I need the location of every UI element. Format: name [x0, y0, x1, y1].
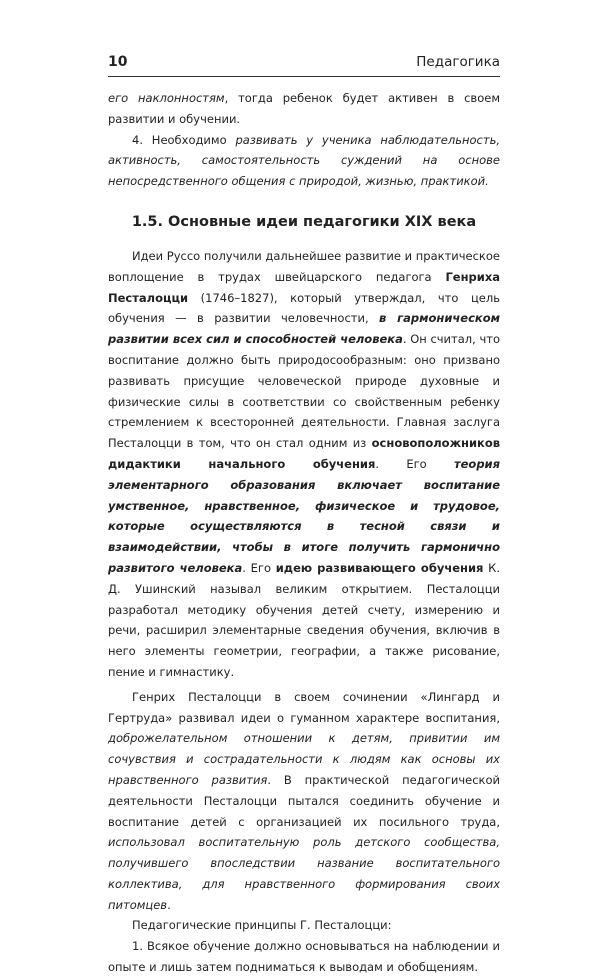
page-number: 10: [108, 54, 128, 70]
section-heading: 1.5. Основные идеи педагогики XIX века: [131, 213, 477, 230]
bold-italic-text: в гармоническом развитии всех сил и способностей человека: [108, 311, 500, 347]
bold-italic-text: теория элементарного образования включает воспитание умственное, нравственное, физическое и трудовое, которые осуществляются в тесной связи и взаимодействии, чтобы в итоге получить гармонично развитого человека: [108, 456, 500, 575]
text: (1746–1827), который утверждал, что цель обучения — в развитии человечности,: [108, 290, 500, 326]
italic-text: его наклонностям: [108, 91, 225, 105]
italic-text: доброжелательном отношении к детям, привитии им сочувствия и сострадательности к людям как основы их нравственного развития: [108, 731, 500, 787]
header-rule: [108, 76, 500, 77]
italic-text: использовал воспитательную роль детского сообщества, получившего впоследствии название воспитательного коллектива, для нравственного формирования своих питомцев: [108, 835, 500, 912]
bold-text: Генриха Песталоцци: [108, 269, 500, 305]
paragraph-lingard: [108, 687, 500, 916]
paragraph-pestalozzi: [108, 246, 500, 683]
principle-item-1: 1. Всякое обучение должно основываться на наблюдении и опыте и лишь затем подниматься к выводам и обобщениям.: [108, 939, 500, 975]
bold-text: идею развивающего обучения: [275, 560, 484, 575]
running-title: Педагогика: [416, 54, 500, 70]
continuation-paragraph: [108, 88, 500, 130]
text: , тогда ребенок будет активен в своем развитии и обучении.: [108, 91, 500, 126]
text: Генрих Песталоцци в своем сочинении «Лингард и Гертруда» развивал идеи о гуманном характере воспитания,: [108, 689, 500, 725]
page-header: [108, 52, 500, 78]
principles-heading: Педагогические принципы Г. Песталоцци:: [132, 918, 392, 933]
list-item-4: [108, 130, 500, 192]
text: . В практической педагогической деятельности Песталоцци пытался соединить обучение и воспитание детей с организацией их посильного труда,: [108, 772, 500, 829]
text: . Его: [375, 456, 454, 471]
text: 4. Необходимо: [132, 132, 236, 147]
text: .: [167, 897, 171, 912]
text: . Он считал, что воспитание должно быть природосообразным: оно призвано развивать присущие человеческой природе духовные и физические силы в соответствии со свойственным ребенку стремлением к всесторонней деятельности. Главная заслуга Песталоцци в том, что он стал одним из: [108, 332, 500, 451]
page-body: [108, 88, 500, 978]
text: . Его: [242, 560, 276, 575]
italic-text: развивать у ученика наблюдательность, активность, самостоятельность суждений на основе непосредственного общения с природой, жизнью, практикой.: [108, 132, 500, 189]
text: К. Д. Ушинский называл великим открытием. Песталоцци разработал методику обучения детей счету, измерению и речи, расширил элементарные сведения обучения, включив в него элементы геометрии, географии, а также рисование, пение и гимнастику.: [108, 560, 500, 679]
text: Идеи Руссо получили дальнейшее развитие и практическое воплощение в трудах швейцарского педагога: [108, 248, 500, 284]
bold-text: основоположников дидактики начального обучения: [108, 436, 500, 471]
